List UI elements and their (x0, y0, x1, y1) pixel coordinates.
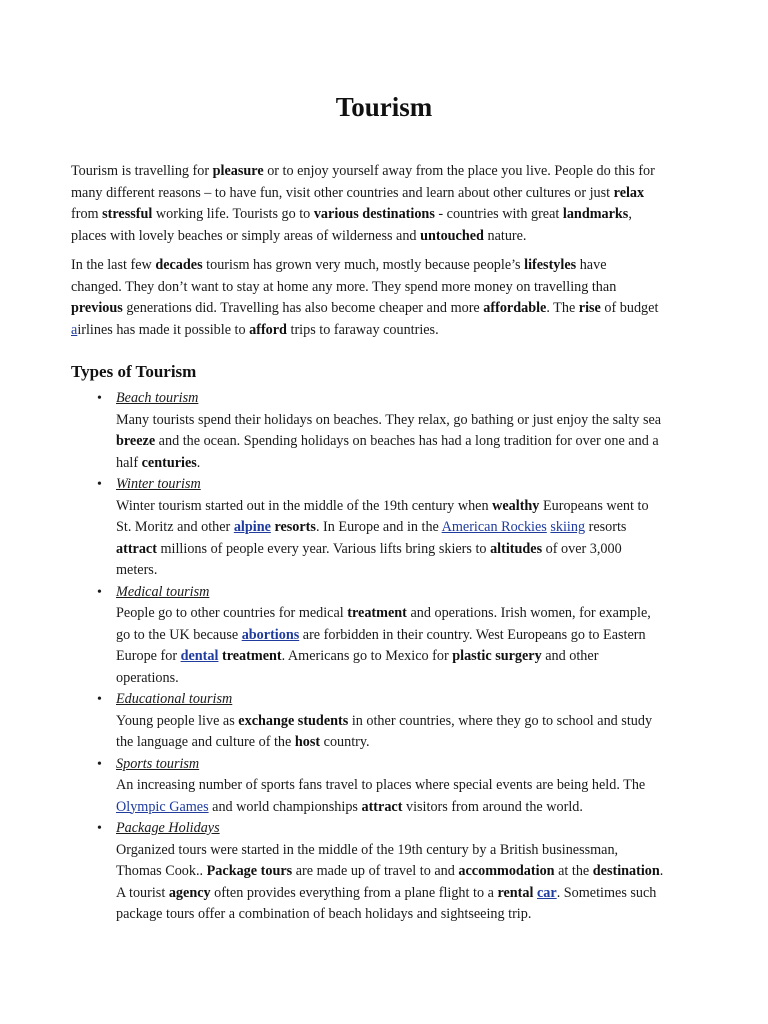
bold-term: exchange students (238, 712, 349, 729)
text: visitors from around the world. (402, 798, 583, 815)
text: millions of people every year. Various lifts bring skiers to (156, 540, 491, 557)
bullet-icon: • (97, 391, 102, 406)
text: package tours offer a combination of beach holidays and sightseeing trip. (116, 906, 532, 922)
text: People go to other countries for medical (116, 605, 348, 621)
text: Tourism is travelling for (71, 163, 213, 179)
text: St. Moritz and other (116, 519, 234, 535)
list-item-educational-tourism (71, 689, 711, 754)
text: and the ocean. Spending holidays on beaches has had a long tradition for over one and a (155, 433, 659, 449)
text: . Americans go to Mexico for (281, 648, 453, 664)
skiing-link[interactable]: skiing (550, 519, 586, 535)
bullet-icon: • (97, 692, 102, 707)
text: Thomas Cook.. (116, 863, 207, 879)
text-line (116, 453, 711, 475)
bold-term: pleasure (212, 163, 264, 179)
bold-term: afford (249, 321, 287, 338)
list-item-body (116, 496, 711, 582)
text: - countries with great (434, 206, 563, 222)
bold-term: altitudes (490, 540, 543, 557)
text: . The (546, 300, 579, 316)
medical-tourism-link[interactable]: Medical tourism (116, 583, 210, 600)
bullet-icon: • (97, 584, 102, 600)
bold-term: attract (116, 540, 157, 557)
text: Europe for (116, 648, 181, 664)
abortions-link[interactable]: abortions (241, 626, 300, 643)
text-line (116, 646, 711, 668)
list-item-body (116, 840, 711, 926)
text: half (116, 454, 142, 471)
bold-term: wealthy (492, 497, 540, 514)
text-line (116, 517, 711, 539)
bold-term: attract (361, 798, 403, 815)
text-line (116, 431, 711, 453)
text: or to enjoy yourself away from the place you live. People do this for (263, 163, 655, 179)
bold-term: untouched (420, 227, 484, 244)
text: working life. Tourists go to (152, 206, 314, 222)
text: trips to faraway countries. (286, 321, 439, 338)
bullet-icon: • (97, 821, 102, 836)
winter-tourism-link[interactable]: Winter tourism (116, 476, 201, 492)
bold-term: stressful (102, 206, 153, 222)
text: Young people live as (116, 712, 239, 729)
bold-term: various destinations (313, 206, 435, 222)
text: changed. They don’t want to stay at home any more. They spend more money on travelling than (71, 278, 617, 295)
intro-paragraph-2 (71, 255, 701, 341)
car-link[interactable]: car (536, 884, 557, 901)
text-line (116, 625, 711, 647)
text: are forbidden in their country. West Europeans go to Eastern (299, 626, 646, 643)
text: . In Europe and in the (315, 519, 442, 535)
text: generations did. Travelling has also become cheaper and more (122, 300, 484, 316)
text-line (116, 603, 711, 625)
text-line (116, 668, 711, 690)
bullet-icon: • (97, 477, 102, 492)
text: in other countries, where they go to school and study (348, 712, 653, 729)
text-line (116, 904, 711, 926)
list-item-package-holidays (71, 818, 711, 926)
text: meters. (116, 562, 158, 578)
text-line (116, 861, 711, 883)
text-line (116, 410, 711, 432)
text-line (71, 161, 701, 183)
text: Many tourists spend their holidays on beaches. They relax, go bathing or just enjoy the salty sea (116, 411, 662, 428)
american-rockies-link[interactable]: American Rockies (441, 519, 547, 535)
text-line (116, 711, 711, 733)
bold-term: resorts (274, 519, 316, 535)
text: . Sometimes such (556, 884, 657, 901)
alpine-link[interactable]: alpine (233, 519, 271, 535)
text: In the last few (71, 257, 156, 273)
text: resorts (585, 519, 627, 535)
text: at the (554, 863, 593, 879)
sports-tourism-link[interactable]: Sports tourism (116, 755, 200, 772)
types-list (71, 388, 711, 926)
bold-term: rise (578, 300, 601, 316)
bold-term: destination (592, 863, 660, 879)
intro-paragraph-1 (71, 161, 701, 247)
text: . (196, 454, 201, 471)
educational-tourism-link[interactable]: Educational tourism (116, 691, 233, 707)
text-line (116, 840, 711, 862)
text: of over 3,000 (542, 540, 622, 557)
page-title: Tourism (335, 92, 433, 122)
text: of budget (600, 300, 659, 316)
list-item-body (116, 711, 711, 754)
airlines-link[interactable]: a (71, 321, 78, 338)
bold-term: agency (168, 884, 211, 901)
text: Europeans went to (539, 497, 649, 514)
list-item-body (116, 603, 711, 689)
text-line (116, 732, 711, 754)
text: many different reasons – to have fun, visit other countries and learn about other cultures or just (71, 184, 614, 201)
text: and operations. Irish women, for example, (406, 605, 651, 621)
bold-term: lifestyles (524, 257, 577, 273)
text: go to the UK because (116, 626, 242, 643)
text: Organized tours were started in the middle of the 19th century by a British businessman, (116, 841, 619, 858)
list-item-body (116, 775, 711, 818)
text: A tourist (116, 884, 169, 901)
list-item-medical-tourism (71, 582, 711, 690)
text: country. (320, 734, 370, 750)
dental-link[interactable]: dental (180, 648, 219, 664)
text: tourism has grown very much, mostly because people’s (202, 257, 525, 273)
list-item-beach-tourism (71, 388, 711, 474)
text-line (71, 204, 701, 226)
text: the language and culture of the (116, 734, 295, 750)
text: places with lovely beaches or simply areas of wilderness and (71, 227, 421, 244)
bold-term: decades (155, 257, 203, 273)
text: An increasing number of sports fans travel to places where special events are being held. The (116, 777, 646, 793)
bold-term: landmarks (562, 206, 629, 222)
list-item-sports-tourism (71, 754, 711, 819)
bold-term: breeze (116, 433, 156, 449)
text: irlines has made it possible to (77, 321, 250, 338)
bullet-icon: • (97, 756, 102, 772)
olympic-games-link[interactable]: Olympic Games (116, 798, 209, 815)
text-line (71, 255, 701, 277)
bold-term: treatment (347, 605, 407, 621)
text: Winter tourism started out in the middle of the 19th century when (116, 497, 493, 514)
text-line (116, 797, 711, 819)
text-line (116, 496, 711, 518)
text: from (71, 206, 103, 222)
text: have (576, 257, 607, 273)
text-line (71, 298, 701, 320)
package-holidays-link[interactable]: Package Holidays (116, 820, 220, 836)
bold-term: host (294, 734, 321, 750)
list-item-winter-tourism (71, 474, 711, 582)
text-line (116, 775, 711, 797)
bold-term: centuries (141, 454, 197, 471)
bold-term: affordable (483, 300, 547, 316)
text-line (116, 539, 711, 561)
bold-term: previous (71, 300, 123, 316)
list-item-body (116, 410, 711, 475)
text: and world championships (208, 798, 362, 815)
text: and other (541, 648, 599, 664)
bold-term: treatment (222, 648, 282, 664)
types-heading: Types of Tourism (71, 362, 197, 381)
text-line (116, 560, 711, 582)
text: . (659, 863, 664, 879)
text: are made up of travel to and (292, 863, 459, 879)
text: often provides everything from a plane flight to a (210, 884, 498, 901)
bold-term: plastic surgery (452, 648, 542, 664)
bold-term: rental (497, 884, 534, 901)
text-line (71, 320, 701, 342)
text-line (116, 883, 711, 905)
bold-term: Package tours (206, 863, 293, 879)
beach-tourism-link[interactable]: Beach tourism (116, 390, 199, 406)
bold-term: relax (613, 184, 645, 201)
bold-term: accommodation (458, 863, 555, 879)
text: , (628, 206, 632, 222)
text: operations. (116, 669, 179, 686)
text-line (71, 226, 701, 248)
text: nature. (483, 227, 527, 244)
text-line (71, 277, 701, 299)
text-line (71, 183, 701, 205)
